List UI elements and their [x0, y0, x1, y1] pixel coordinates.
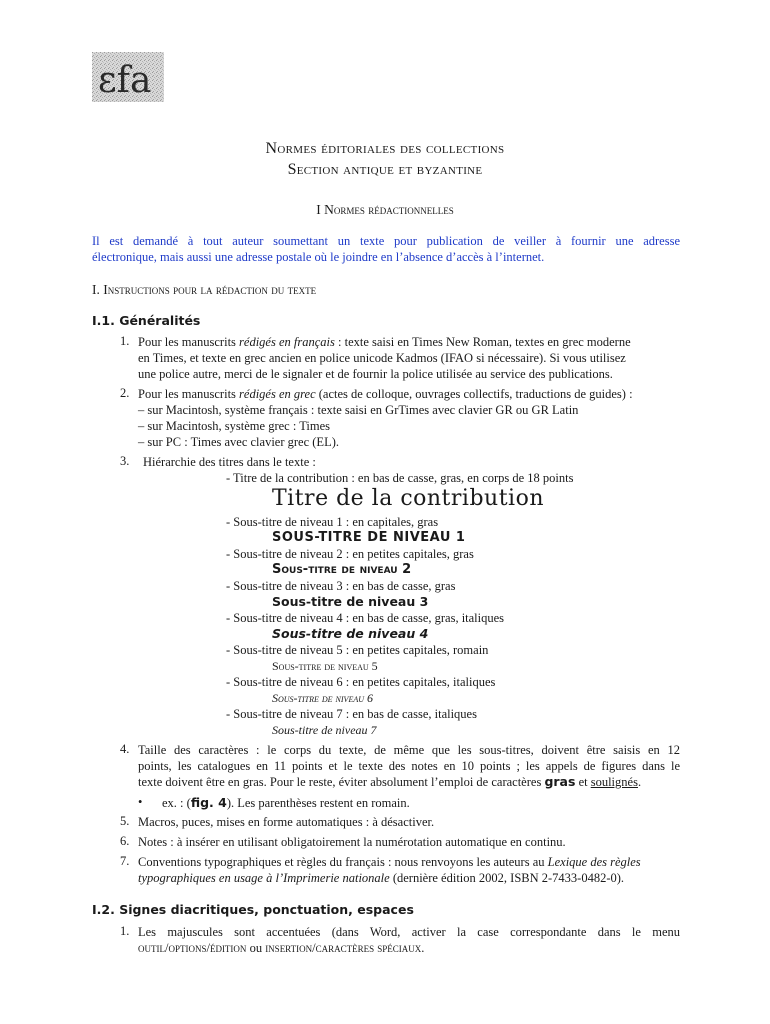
section-I1-heading: I.1. Généralités: [92, 313, 201, 328]
item-number: 6.: [120, 834, 130, 848]
item6-line: Notes : à insérer en utilisant obligatoirement la numérotation automatique en continu.: [138, 835, 566, 849]
part-title: I Normes rédactionnelles: [316, 202, 454, 217]
item7-line2: typographiques en usage à l’Imprimerie nationale (dernière édition 2002, ISBN 2-7433-0482-0).: [138, 871, 625, 885]
heading-level2-sample: Sous-titre de niveau 2: [272, 562, 412, 577]
item2-line4: – sur PC : Times avec clavier grec (EL).: [138, 435, 339, 449]
i2-item1-line2: outil/options/édition ou insertion/caractères spéciaux.: [138, 941, 425, 955]
efa-logo: [92, 52, 164, 102]
item2-line1: Pour les manuscrits rédigés en grec (actes de colloque, ouvrages collectifs, traductions de guides) :: [138, 387, 633, 401]
item4-line3: texte doivent être en gras. Pour le reste, éviter absolument l’emploi de caractères gras et soulignés.: [138, 774, 642, 789]
item-number: 1.: [120, 334, 130, 348]
heading-level6-desc: - Sous-titre de niveau 6 : en petites capitales, italiques: [226, 675, 496, 689]
heading-level1-sample: SOUS-TITRE DE NIVEAU 1: [272, 530, 466, 545]
heading-level0-sample: Titre de la contribution: [272, 486, 544, 511]
bullet-icon: •: [138, 795, 143, 809]
item-number: 7.: [120, 854, 130, 868]
item1-line2: en Times, et texte en grec ancien en police unicode Kadmos (IFAO si nécessaire). Si vous utilisez: [138, 351, 626, 365]
item7-line1: Conventions typographiques et règles du français : nous renvoyons les auteurs au Lexique des règles: [138, 855, 641, 869]
item2-line2: – sur Macintosh, système français : texte saisi en GrTimes avec clavier GR ou GR Latin: [138, 403, 579, 417]
item1-line1: Pour les manuscrits rédigés en français : texte saisi en Times New Roman, textes en grec moderne: [138, 335, 631, 349]
intro-line-2: électronique, mais aussi une adresse postale où le joindre en l’absence d’accès à l’internet.: [92, 250, 545, 264]
heading-level2-desc: - Sous-titre de niveau 2 : en petites capitales, gras: [226, 547, 474, 561]
heading-level5-sample: Sous-titre de niveau 5: [272, 659, 378, 673]
intro-line-1: Il est demandé à tout auteur soumettant un texte pour publication de veiller à fournir une adresse: [92, 234, 680, 248]
item5-line: Macros, puces, mises en forme automatiques : à désactiver.: [138, 815, 435, 829]
i2-item1-line1: Les majuscules sont accentuées (dans Word, activer la case correspondante dans le menu: [138, 925, 680, 939]
item-number: 4.: [120, 742, 130, 756]
section-I2-heading: I.2. Signes diacritiques, ponctuation, espaces: [92, 902, 414, 917]
heading-level4-sample: Sous-titre de niveau 4: [272, 626, 429, 641]
heading-level6-sample: Sous-titre de niveau 6: [272, 691, 373, 705]
item-number: 1.: [120, 924, 130, 938]
heading-level5-desc: - Sous-titre de niveau 5 : en petites capitales, romain: [226, 643, 489, 657]
item2-line3: – sur Macintosh, système grec : Times: [138, 419, 331, 433]
heading-level3-sample: Sous-titre de niveau 3: [272, 594, 429, 609]
section-I-heading: I. Instructions pour la rédaction du texte: [92, 282, 317, 297]
doc-title-line1: Normes éditoriales des collections: [265, 140, 505, 157]
heading-level7-desc: - Sous-titre de niveau 7 : en bas de casse, italiques: [226, 707, 477, 721]
heading-level0-desc: - Titre de la contribution : en bas de casse, gras, en corps de 18 points: [226, 471, 574, 485]
svg-text:εfa: εfa: [98, 60, 152, 101]
item4-line2: points, les catalogues en 11 points et le texte des notes en 10 points ; les appels de figures dans le: [138, 759, 680, 773]
bullet-line: ex. : (fig. 4). Les parenthèses restent en romain.: [162, 795, 410, 810]
heading-level7-sample: Sous-titre de niveau 7: [272, 723, 377, 737]
item-number: 3.: [120, 454, 130, 468]
doc-title-line2: Section antique et byzantine: [287, 161, 483, 178]
heading-level3-desc: - Sous-titre de niveau 3 : en bas de casse, gras: [226, 579, 456, 593]
item-number: 5.: [120, 814, 130, 828]
item1-line3: une police autre, merci de le signaler et de fournir la police utilisée au service des publications.: [138, 367, 613, 381]
heading-level4-desc: - Sous-titre de niveau 4 : en bas de casse, gras, italiques: [226, 611, 505, 625]
item-number: 2.: [120, 386, 130, 400]
item4-line1: Taille des caractères : le corps du texte, de même que les sous-titres, doivent être saisis en 12: [138, 743, 680, 757]
item3-line1: Hiérarchie des titres dans le texte :: [143, 455, 316, 469]
heading-level1-desc: - Sous-titre de niveau 1 : en capitales, gras: [226, 515, 439, 529]
